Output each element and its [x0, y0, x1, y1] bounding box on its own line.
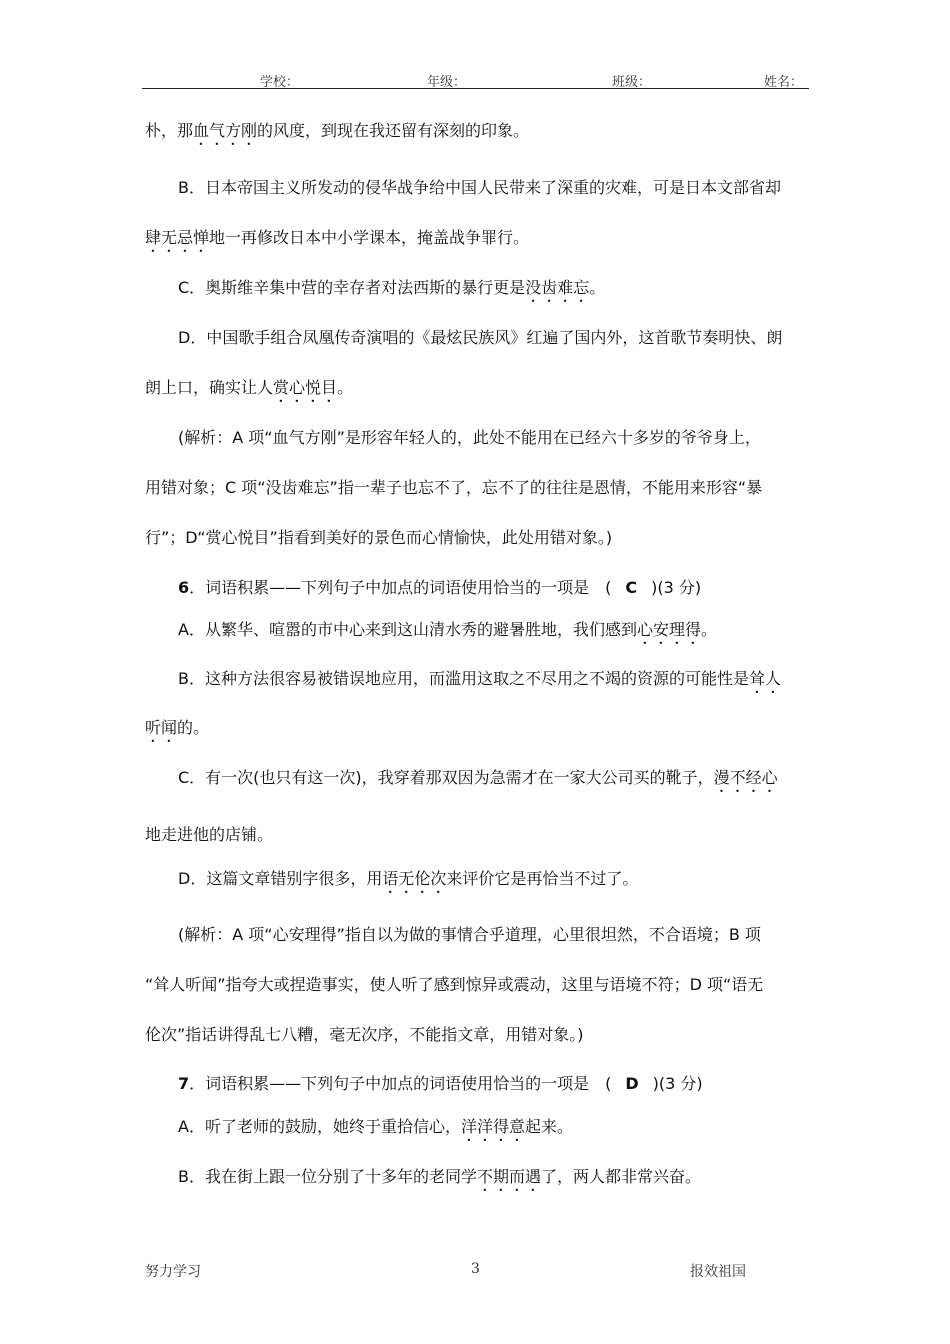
emphasized-word: 听闻 — [145, 718, 178, 737]
q6-analysis-line: 伦次”指话讲得乱七八糟，毫无次序，不能指文章，用错对象。) — [145, 1025, 584, 1044]
emphasized-word: 不期而遇 — [476, 1167, 541, 1186]
answer-letter: D — [625, 1074, 639, 1093]
emphasized-word: 耸人 — [748, 669, 781, 688]
emphasized-word: 漫不经心 — [713, 768, 778, 787]
q7-option-a: A．听了老师的鼓励，她终于重拾信心，洋洋得意起来。 — [178, 1117, 573, 1136]
q7-stem: 7．词语积累——下列句子中加点的词语使用恰当的一项是 ( D )(3 分) — [178, 1074, 703, 1093]
q6-stem: 6．词语积累——下列句子中加点的词语使用恰当的一项是 ( C )(3 分) — [178, 578, 702, 597]
page-number: 3 — [471, 1261, 480, 1277]
emphasized-word: 洋洋得意 — [460, 1117, 525, 1136]
grade-label: 年级： — [427, 75, 467, 90]
q5-option-d-line2: 朗上口，确实让人赏心悦目。 — [145, 378, 354, 397]
class-label: 班级： — [612, 75, 652, 90]
q5-option-c: C．奥斯维辛集中营的幸存者对法西斯的暴行更是没齿难忘。 — [178, 278, 606, 297]
q6-option-a: A．从繁华、喧嚣的市中心来到这山清水秀的避暑胜地，我们感到心安理得。 — [178, 620, 717, 639]
page-header — [142, 70, 809, 89]
q7-option-b: B．我在街上跟一位分别了十多年的老同学不期而遇了，两人都非常兴奋。 — [178, 1167, 702, 1186]
question-number: 7 — [178, 1074, 190, 1093]
emphasized-word: 语无伦次 — [382, 869, 447, 888]
q6-option-d: D．这篇文章错别字很多，用语无伦次来评价它是再恰当不过了。 — [178, 869, 639, 888]
q6-analysis-line: “耸人听闻”指夸大或捏造事实，使人听了感到惊异或震动，这里与语境不符；D 项“语无 — [145, 975, 764, 994]
emphasized-word: 没齿难忘 — [525, 278, 590, 297]
q6-option-c-line2: 地走进他的店铺。 — [145, 825, 274, 844]
q5-analysis-line: (解析：A 项“血气方刚”是形容年轻人的，此处不能用在已经六十多岁的爷爷身上， — [178, 428, 761, 447]
question-number: 6 — [178, 578, 190, 597]
q6-option-c: C．有一次(也只有这一次)，我穿着那双因为急需才在一家大公司买的靴子，漫不经心 — [178, 768, 778, 787]
emphasized-word: 肆无忌惮 — [145, 228, 210, 247]
footer-right-motto: 报效祖国 — [690, 1264, 746, 1280]
emphasized-word: 赏心悦目 — [273, 378, 338, 397]
q6-analysis-line: (解析：A 项“心安理得”指自以为做的事情合乎道理，心里很坦然，不合语境；B 项 — [178, 925, 761, 944]
q5-option-b-line2: 肆无忌惮地一再修改日本中小学课本，掩盖战争罪行。 — [145, 228, 530, 247]
q5-option-a-tail: 朴，那血气方刚的风度，到现在我还留有深刻的印象。 — [145, 121, 530, 140]
emphasized-word: 心安理得 — [636, 620, 701, 639]
emphasized-word: 血气方刚 — [193, 121, 258, 140]
q5-analysis-line: 用错对象；C 项“没齿难忘”指一辈子也忘不了，忘不了的往往是恩情，不能用来形容“暴 — [145, 478, 763, 497]
q6-option-b: B．这种方法很容易被错误地应用，而滥用这取之不尽用之不竭的资源的可能性是耸人 — [178, 669, 781, 688]
q5-option-b: B．日本帝国主义所发动的侵华战争给中国人民带来了深重的灾难，可是日本文部省却 — [178, 178, 781, 197]
answer-letter: C — [625, 578, 638, 597]
q5-analysis-line: 行”；D“赏心悦目”指看到美好的景色而心情愉快，此处用错对象。) — [145, 528, 613, 547]
q5-option-d: D．中国歌手组合凤凰传奇演唱的《最炫民族风》红遍了国内外，这首歌节奏明快、朗 — [178, 328, 783, 347]
footer-left-motto: 努力学习 — [145, 1264, 201, 1280]
name-label: 姓名： — [764, 75, 804, 90]
school-label: 学校： — [260, 75, 300, 90]
q6-option-b-line2: 听闻的。 — [145, 718, 210, 737]
